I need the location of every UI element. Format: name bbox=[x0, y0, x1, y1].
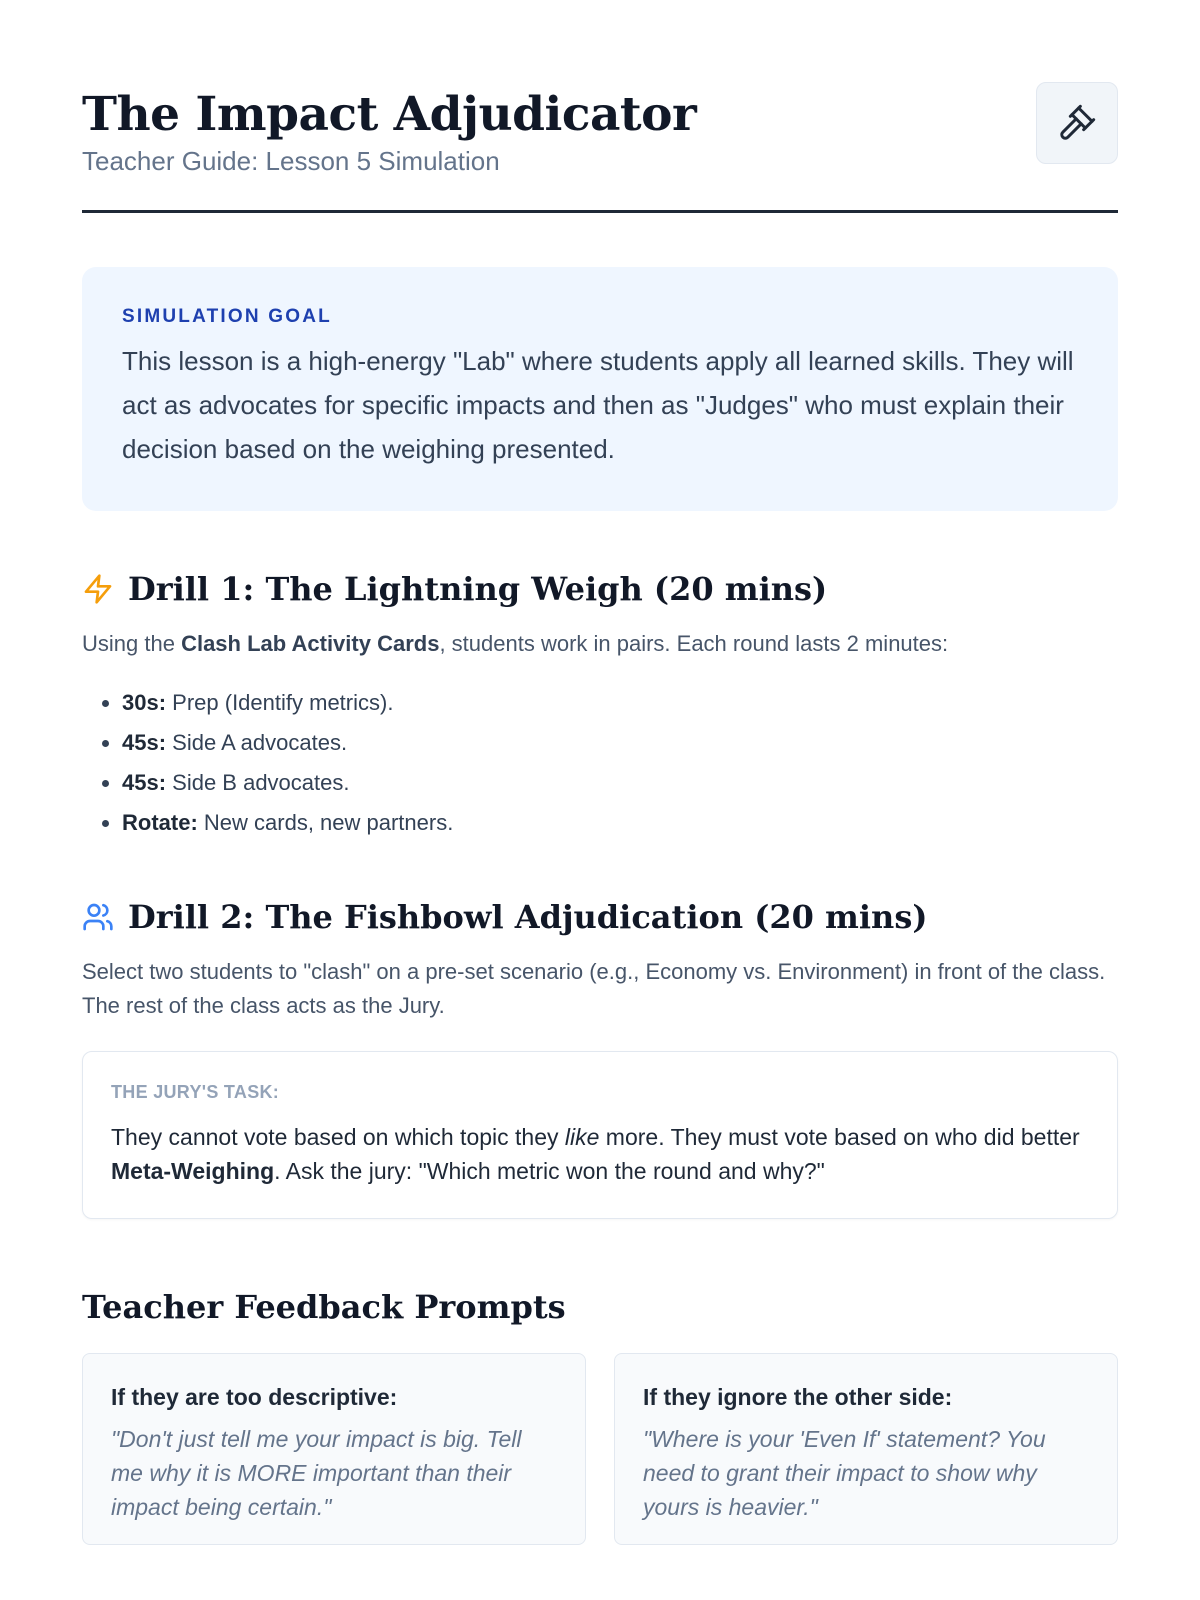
page-header bbox=[82, 0, 1118, 213]
drill1-intro-post: , students work in pairs. Each round lasts 2 minutes: bbox=[439, 631, 949, 656]
goal-label: SIMULATION GOAL bbox=[122, 306, 332, 327]
gavel-icon bbox=[1057, 103, 1097, 143]
drill2-title: Drill 2: The Fishbowl Adjudication (20 mins) bbox=[128, 898, 928, 936]
feedback-card-quote: "Where is your 'Even If' statement? You need to grant their impact to show why yours is heavier." bbox=[643, 1426, 1046, 1520]
drill1-steps bbox=[82, 683, 1118, 843]
step-label: Rotate: bbox=[122, 810, 198, 835]
jury-text-bold: Meta-Weighing bbox=[111, 1158, 275, 1184]
list-item bbox=[122, 723, 1118, 763]
drill1-title: Drill 1: The Lightning Weigh (20 mins) bbox=[128, 570, 828, 608]
step-label: 45s: bbox=[122, 770, 167, 795]
list-item bbox=[122, 803, 1118, 843]
feedback-card bbox=[614, 1353, 1118, 1545]
lightning-icon bbox=[82, 573, 114, 605]
jury-text-part: They cannot vote based on which topic they bbox=[111, 1124, 565, 1150]
drill1-heading bbox=[82, 567, 1118, 611]
activity-cards-label: Clash Lab Activity Cards bbox=[181, 631, 440, 656]
step-label: 30s: bbox=[122, 690, 167, 715]
step-text: New cards, new partners. bbox=[197, 810, 454, 835]
feedback-card-heading: If they ignore the other side: bbox=[643, 1384, 953, 1410]
goal-text: This lesson is a high-energy "Lab" where students apply all learned skills. They will act as advocates for specific impacts and then as "Judges" who must explain their decision based on the weighing presented. bbox=[122, 346, 1074, 464]
feedback-card-quote: "Don't just tell me your impact is big. Tell me why it is MORE important than their impact being certain." bbox=[111, 1426, 522, 1520]
list-item bbox=[122, 763, 1118, 803]
gavel-button[interactable] bbox=[1036, 82, 1118, 164]
drill1-intro bbox=[82, 627, 1118, 661]
step-label: 45s: bbox=[122, 730, 167, 755]
page-subtitle: Teacher Guide: Lesson 5 Simulation bbox=[82, 146, 500, 176]
feedback-card bbox=[82, 1353, 586, 1545]
list-item bbox=[122, 683, 1118, 723]
feedback-title: Teacher Feedback Prompts bbox=[82, 1288, 566, 1326]
users-icon bbox=[82, 901, 114, 933]
step-text: Prep (Identify metrics). bbox=[166, 690, 394, 715]
jury-task-label: THE JURY'S TASK: bbox=[111, 1082, 280, 1102]
step-text: Side B advocates. bbox=[166, 770, 350, 795]
jury-text-part: . Ask the jury: "Which metric won the round and why?" bbox=[274, 1158, 825, 1184]
drill2-heading bbox=[82, 895, 1118, 939]
drill2-intro: Select two students to "clash" on a pre-set scenario (e.g., Economy vs. Environment) in front of the class. The rest of the class acts as the Jury. bbox=[82, 959, 1106, 1018]
page-title: The Impact Adjudicator bbox=[82, 87, 697, 142]
drill1-intro-pre: Using the bbox=[82, 631, 182, 656]
jury-text-emphasis: like bbox=[564, 1124, 600, 1150]
feedback-card-heading: If they are too descriptive: bbox=[111, 1384, 398, 1410]
feedback-grid bbox=[82, 1353, 1118, 1545]
jury-task-box bbox=[82, 1051, 1118, 1219]
jury-task-text bbox=[111, 1120, 1089, 1188]
simulation-goal-box bbox=[82, 267, 1118, 511]
jury-text-part: more. They must vote based on who did better bbox=[599, 1124, 1080, 1150]
step-text: Side A advocates. bbox=[166, 730, 348, 755]
